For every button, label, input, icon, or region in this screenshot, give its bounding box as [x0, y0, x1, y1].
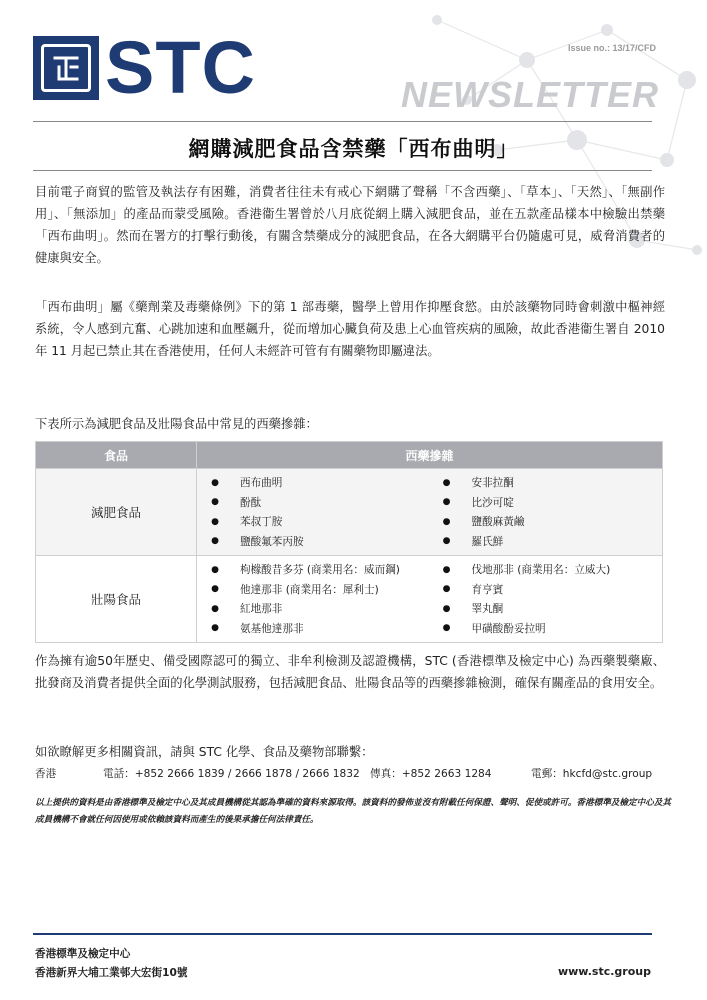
item-label: 紅地那非	[240, 603, 283, 616]
stc-logo-text: STC	[105, 26, 256, 109]
table-row	[36, 556, 663, 643]
bullet-icon: ●	[442, 623, 451, 634]
footer-org-name: 香港標準及檢定中心	[35, 948, 131, 960]
list-item	[198, 599, 430, 619]
table-category-cell: 壯陽食品	[36, 556, 197, 643]
item-label: 他達那非 (商業用名：犀利士)	[240, 583, 379, 596]
contact-intro: 如欲瞭解更多相關資訊，請與 STC 化學、食品及藥物部聯繫：	[35, 745, 374, 759]
table-items-cell	[197, 469, 663, 556]
bullet-icon: ●	[442, 564, 451, 575]
footer-address: 香港新界大埔工業邨大宏街10號	[35, 967, 188, 979]
contact-email[interactable]: 電郵：hkcfd@stc.group	[531, 768, 653, 780]
table-header-food: 食品	[36, 442, 197, 469]
disclaimer: 以上提供的資料是由香港標準及檢定中心及其成員機構從其認為準確的資料來源取得。該資料的發佈並沒有附載任何保證、聲明、促使或許可。香港標準及檢定中心及其成員機構不會就任何因使用或依賴該資料而產生的後果承擔任何法律責任。	[35, 798, 671, 825]
item-label: 鹽酸麻黃鹼	[471, 516, 525, 529]
sibutramine-paragraph: 「西布曲明」屬《藥劑業及毒藥條例》下的第 1 部毒藥，醫學上曾用作抑壓食慾。由於該藥物同時會刺激中樞神經系統，令人感到亢奮、心跳加速和血壓飆升，從而增加心臟負荷及患上心血管疾病的風險，故此香港衞生署自 2010 年 11 月起已禁止其在香港使用，任何人未經許可管有有關藥物即屬違法。	[35, 300, 665, 358]
item-label: 甲磺酸酚妥拉明	[471, 622, 546, 635]
table-header-adulterants: 西藥摻雜	[197, 442, 663, 469]
list-item	[198, 473, 430, 493]
list-item	[430, 560, 662, 580]
bullet-icon: ●	[211, 584, 219, 595]
bullet-icon: ●	[442, 536, 451, 547]
intro-paragraph: 目前電子商貿的監管及執法存有困難，消費者往往未有戒心下網購了聲稱「不含西藥」、「草本」、「天然」、「無副作用」、「無添加」的產品而蒙受風險。香港衞生署曾於八月底從網上購入減肥食品，並在五款產品樣本中檢驗出禁藥「西布曲明」。然而在署方的打擊行動後，有關含禁藥成分的減肥食品，在各大網購平台仍隨處可見，威脅消費者的健康與安全。	[35, 185, 665, 265]
bullet-icon: ●	[211, 564, 219, 575]
item-label: 氨基他達那非	[240, 622, 304, 635]
item-list	[198, 470, 661, 554]
item-label: 酚酞	[240, 496, 262, 509]
bullet-icon: ●	[211, 603, 219, 614]
list-item	[198, 619, 430, 639]
item-label: 枸橼酸昔多芬 (商業用名：威而鋼)	[240, 564, 400, 577]
list-item	[430, 619, 662, 639]
item-label: 睪丸酮	[471, 603, 504, 616]
contact-fax: 傳真：+852 2663 1284	[370, 768, 492, 780]
bullet-icon: ●	[442, 516, 451, 527]
issue-number: Issue no.: 13/17/CFD	[567, 43, 656, 53]
contact-phone: 電話：+852 2666 1839 / 2666 1878 / 2666 1832	[103, 768, 360, 780]
title-top-divider	[33, 121, 652, 122]
item-label: 育亨賓	[471, 583, 504, 596]
footer-divider	[33, 933, 652, 935]
table-intro: 下表所示為減肥食品及壯陽食品中常見的西藥摻雜：	[35, 417, 318, 431]
bullet-icon: ●	[442, 584, 451, 595]
stc-logo-mark	[33, 36, 99, 100]
list-item	[198, 512, 430, 532]
table-row	[36, 469, 663, 556]
table-items-cell	[197, 556, 663, 643]
bullet-icon: ●	[211, 497, 219, 508]
item-label: 比沙可啶	[471, 496, 514, 509]
list-item	[198, 493, 430, 513]
list-item	[198, 532, 430, 552]
list-item	[430, 473, 662, 493]
list-item	[430, 599, 662, 619]
bullet-icon: ●	[211, 516, 219, 527]
adulterant-table	[35, 441, 663, 643]
stc-logo-mark-inner	[41, 44, 91, 92]
item-label: 西布曲明	[240, 477, 283, 490]
stc-logo	[33, 26, 256, 109]
list-item	[430, 580, 662, 600]
item-label: 苯叔丁胺	[240, 516, 283, 529]
bullet-icon: ●	[211, 623, 219, 634]
bullet-icon: ●	[211, 477, 219, 488]
table-category-cell: 減肥食品	[36, 469, 197, 556]
title-bottom-divider	[33, 170, 652, 171]
list-item	[430, 493, 662, 513]
list-item	[430, 532, 662, 552]
list-item	[430, 512, 662, 532]
footer-website-link[interactable]: www.stc.group	[557, 965, 651, 978]
bullet-icon: ●	[442, 477, 451, 488]
item-label: 鹽酸氟苯丙胺	[240, 535, 304, 548]
item-label: 羅氏鮮	[471, 535, 504, 548]
item-label: 安非拉酮	[471, 477, 514, 490]
item-label: 伐地那非 (商業用名：立威大)	[471, 564, 611, 577]
bullet-icon: ●	[442, 497, 451, 508]
bullet-icon: ●	[211, 536, 219, 547]
list-item	[198, 580, 430, 600]
contact-region: 香港	[35, 768, 57, 780]
bullet-icon: ●	[442, 603, 451, 614]
list-item	[198, 560, 430, 580]
item-list	[198, 557, 661, 641]
stc-services-paragraph: 作為擁有逾50年歷史、備受國際認可的獨立、非牟利檢測及認證機構，STC (香港標準及檢定中心) 為西藥製藥廠、批發商及消費者提供全面的化學測試服務，包括減肥食品、壯陽食品等的西藥摻雜檢測，確保有關產品的食用安全。	[35, 654, 665, 690]
stc-emblem-icon	[51, 53, 81, 83]
table-header-row	[36, 442, 663, 469]
page-title: 網購減肥食品含禁藥「西布曲明」	[188, 137, 519, 161]
newsletter-label: NEWSLETTER	[401, 74, 659, 115]
